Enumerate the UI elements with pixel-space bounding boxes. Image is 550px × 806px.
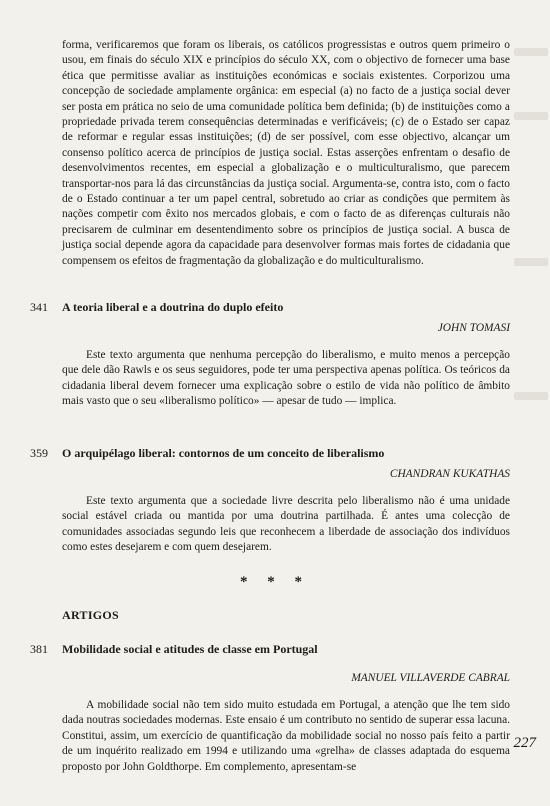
entry-heading (30, 642, 510, 657)
margin-bleed-mark (514, 112, 548, 120)
margin-bleed-mark (514, 258, 548, 266)
entry-page-number: 341 (30, 300, 48, 314)
section-separator: * * * (240, 574, 310, 590)
entry-abstract: Este texto argumenta que a sociedade livre descrita pelo liberalismo não é uma unidade social estável criada ou mantida por uma doutrina partilhada. É antes uma colecção de comunidades associadas segundo leis que reconhecem a liberdade de associação dos indivíduos como estes desejarem e com quem desejarem. (62, 495, 510, 554)
entry-abstract-block (62, 348, 510, 410)
entry-abstract-block (62, 494, 510, 556)
entry-page-number: 359 (30, 446, 48, 460)
entry-abstract: A mobilidade social não tem sido muito estudada em Portugal, a atenção que lhe tem sido dada noutras sociedades modernas. Este ensaio é um contributo no sentido de superar essa lacuna. Constitui, assim, um exercício de quantificação da mobilidade social no nosso país feito a partir de um inquérito realizado em 1994 e utilizando uma «grelha» de classes adaptada do esquema proposto por John Goldthorpe. Em complemento, apresentam-se (62, 699, 510, 773)
margin-bleed-mark (514, 392, 548, 400)
entry-heading (30, 446, 510, 461)
margin-bleed-mark (514, 48, 548, 56)
entry-abstract-block (62, 698, 510, 775)
intro-paragraph-block (62, 38, 510, 269)
entry-abstract: Este texto argumenta que nenhuma percepção do liberalismo, e muito menos a percepção que dele dão Rawls e os seus seguidores, pode ter uma perspectiva apenas política. Os teóricos da cidadania liberal devem fornecer uma explicação sobre o estilo de vida não político de âmbito mais vasto que o seu «liberalismo político» — apesar de tudo — implica. (62, 349, 510, 408)
entry-title: Mobilidade social e atitudes de classe em Portugal (62, 642, 318, 656)
intro-paragraph: forma, verificaremos que foram os liberais, os católicos progressistas e outros quem primeiro o usou, em finais do século XIX e princípios do século XX, com o objectivo de fornecer uma base ética que permitisse avaliar as instituições económicas e sociais existentes. Corporizou uma concepção de sociedade amplamente orgânica: em especial (a) no facto de a justiça social dever ser posta em prática no seio de uma comunidade política bem definida; (b) de instituições como a propriedade privada terem consequências determinadas e verificáveis; (c) de o Estado ser capaz de reformar e regular essas instituições; (d) de ser possível, com esse objectivo, alcançar um consenso político acerca de princípios de justiça social. Estas asserções enfrentam o desafio de desenvolvimentos recentes, em especial a globalização e o multiculturalismo, que parecem transportar-nos para lá das circunstâncias da justiça social. Argumenta-se, contra isto, com o facto de o Estado continuar a ter um papel central, sobretudo ao criar as condições que permitem às nações competir com êxito nos mercados globais, e com o facto de as diferenças culturais não precisarem de culminar em desentendimento sobre os princípios de justiça social. A busca de justiça social depende agora da capacidade para desenvolver formas mais fortes de cidadania que compensem os efeitos de fragmentação da globalização e do multiculturalismo. (62, 39, 510, 267)
section-heading: ARTIGOS (62, 608, 120, 622)
page-number: 227 (513, 735, 536, 751)
entry-page-number: 381 (30, 642, 48, 656)
entry-author: CHANDRAN KUKATHAS (389, 468, 510, 480)
entry-heading (30, 300, 510, 315)
entry-title: O arquipélago liberal: contornos de um conceito de liberalismo (62, 446, 385, 460)
entry-title: A teoria liberal e a doutrina do duplo efeito (62, 300, 284, 314)
entry-author: JOHN TOMASI (437, 322, 510, 334)
entry-author: MANUEL VILLAVERDE CABRAL (351, 672, 510, 684)
